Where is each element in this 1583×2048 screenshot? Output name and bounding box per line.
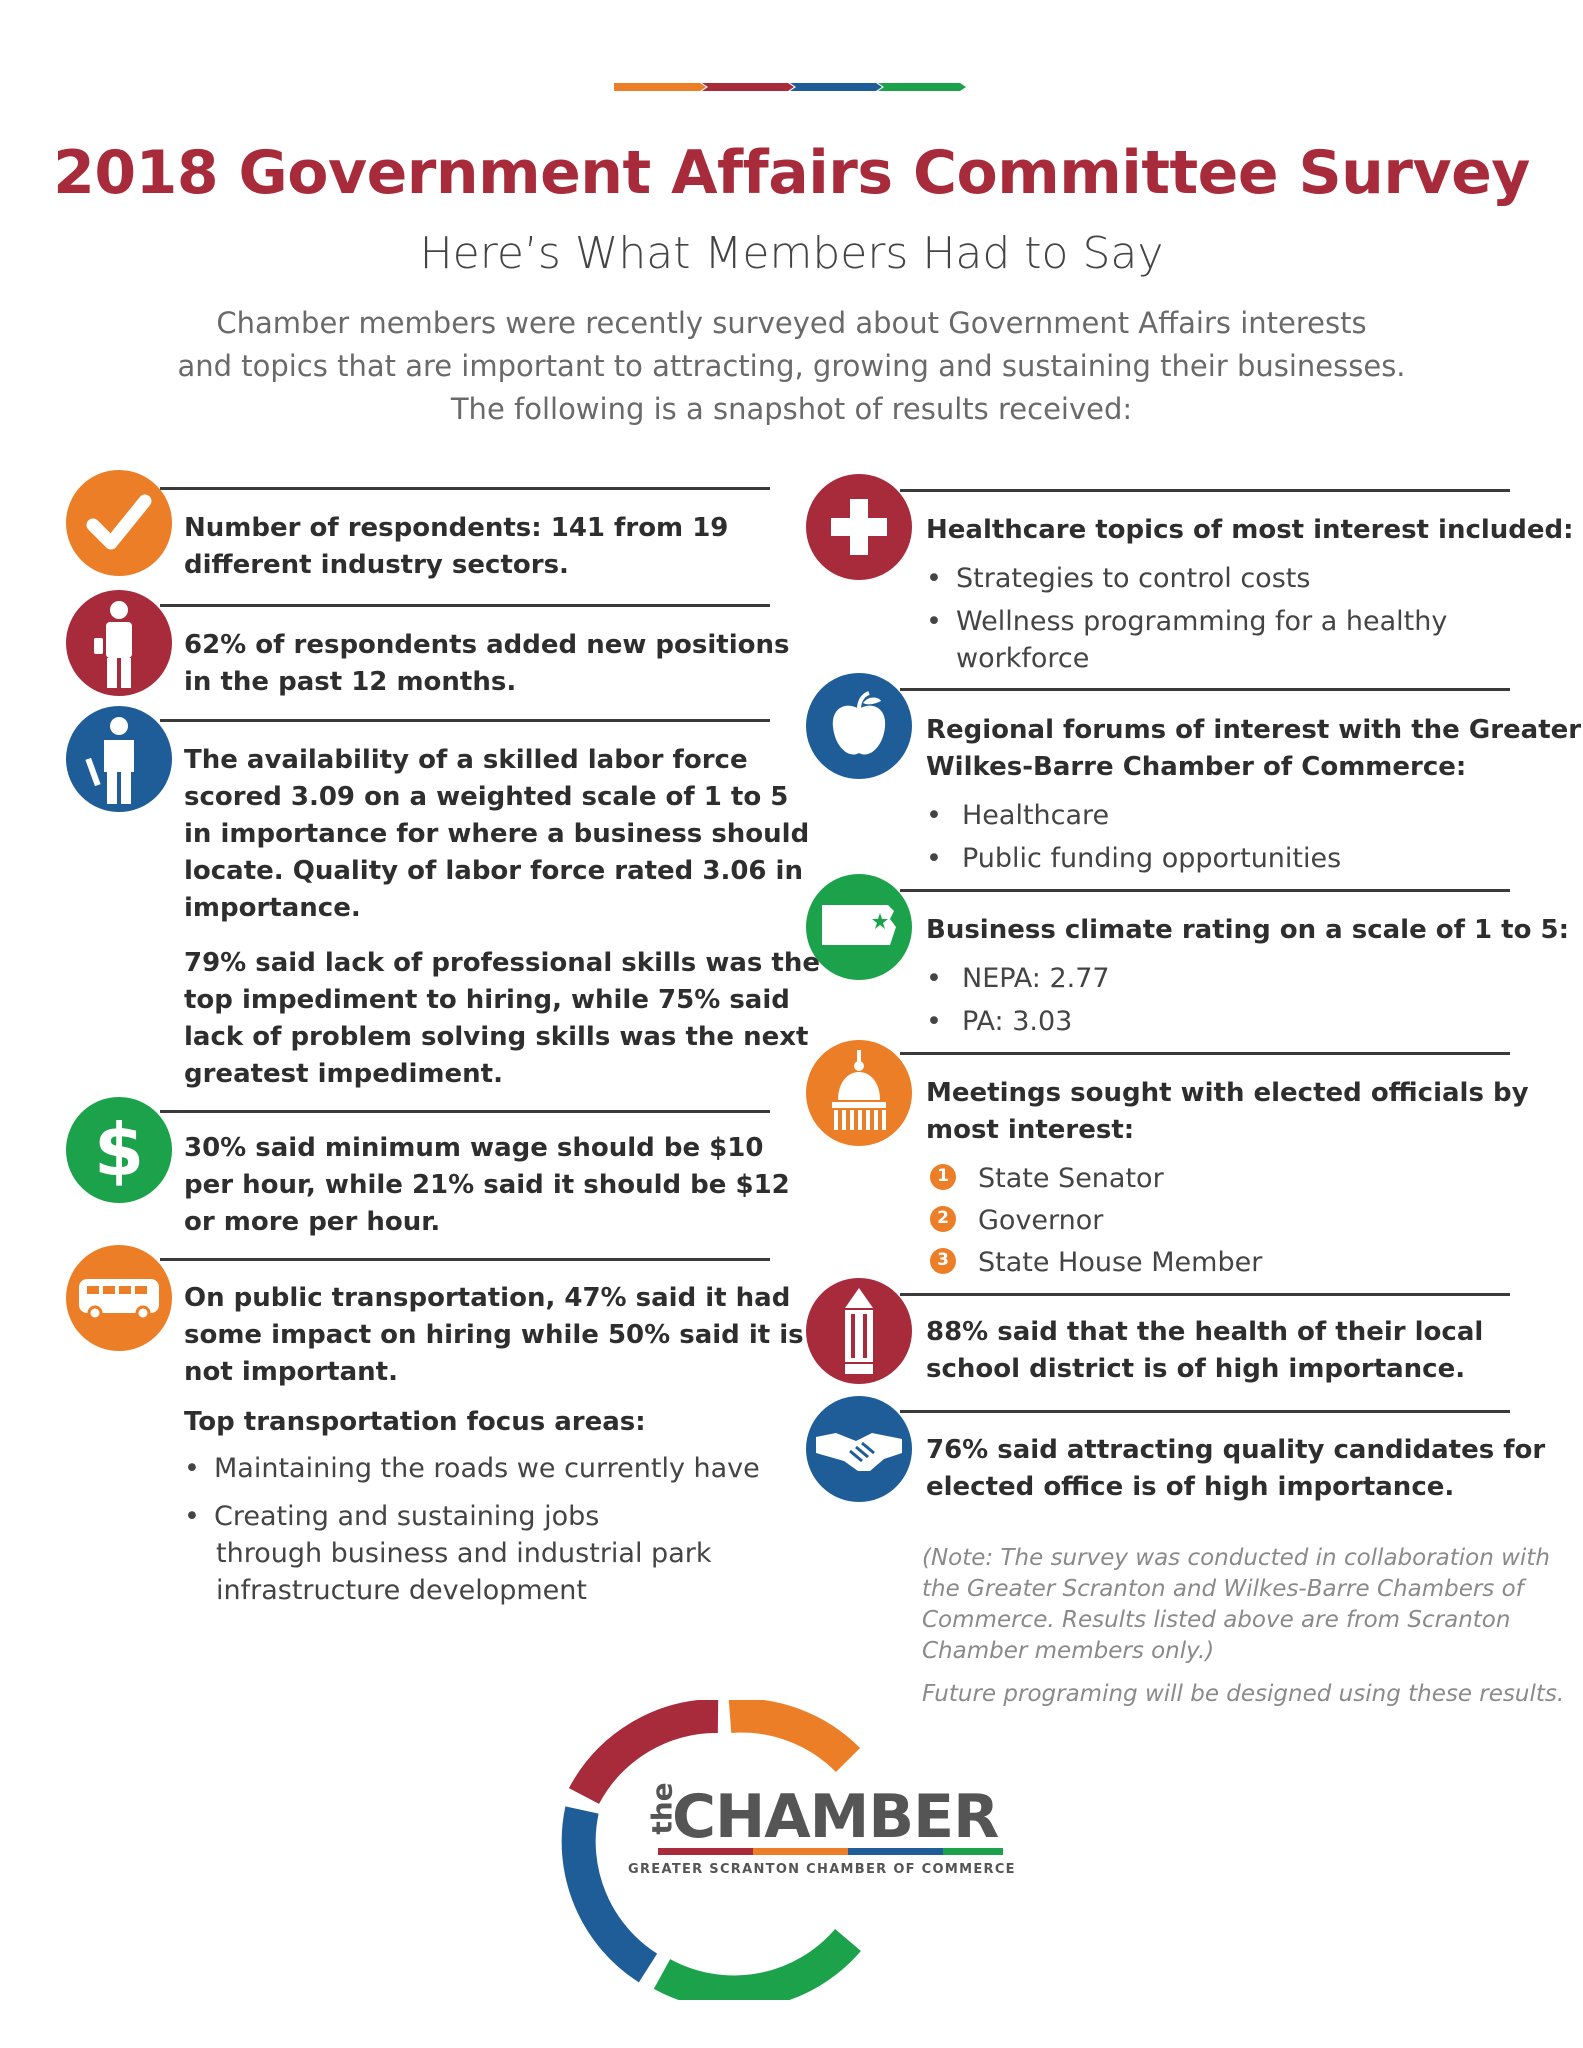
public-transportation-stat: On public transportation, 47% said it had some impact on hiring while 50% said it is not important. <box>184 1283 804 1387</box>
chamber-logo <box>558 1700 1028 2000</box>
divider <box>900 889 1510 892</box>
logo-tagline: GREATER SCRANTON CHAMBER OF COMMERCE <box>628 1862 1016 1877</box>
list-item: • NEPA: 2.77 <box>926 960 1110 997</box>
healthcare-heading: Healthcare topics of most interest included: <box>926 515 1574 545</box>
meetings-ranked-list <box>930 1160 1262 1281</box>
divider <box>160 604 770 607</box>
logo-the: the <box>645 1782 679 1835</box>
list-item: • Maintaining the roads we currently have <box>184 1450 760 1487</box>
list-item: • Wellness programming for a healthy <box>926 603 1447 640</box>
list-item: • Public funding opportunities <box>926 840 1341 877</box>
divider <box>900 1410 1510 1413</box>
healthcare-list <box>926 560 1447 677</box>
list-item: • Creating and sustaining jobs <box>184 1498 760 1535</box>
meetings-heading: Meetings sought with elected officials by most interest: <box>926 1078 1529 1145</box>
list-item: • Strategies to control costs <box>926 560 1447 597</box>
bus-icon <box>66 1245 172 1351</box>
dollar-icon: $ <box>66 1097 172 1203</box>
divider <box>900 1293 1510 1296</box>
regional-forums-list <box>926 797 1341 877</box>
divider <box>900 489 1510 492</box>
intro-line: Chamber members were recently surveyed about Government Affairs interests <box>216 306 1367 340</box>
new-positions-stat: 62% of respondents added new positions in the past 12 months. <box>184 630 790 697</box>
school-district-stat: 88% said that the health of their local school district is of high importance. <box>926 1317 1484 1384</box>
pennsylvania-map-icon <box>806 874 912 980</box>
divider <box>900 1052 1510 1055</box>
medical-cross-icon <box>806 474 912 580</box>
checkmark-icon <box>66 470 172 576</box>
regional-forums-heading: Regional forums of interest with the Greater Wilkes-Barre Chamber of Commerce: <box>926 715 1582 782</box>
rank-badge: 1 <box>930 1164 956 1190</box>
ranked-item: 1 State Senator <box>930 1160 1262 1197</box>
transportation-focus-list <box>184 1450 760 1609</box>
handshake-icon <box>806 1396 912 1502</box>
list-item-continued: infrastructure development <box>216 1575 587 1606</box>
ranked-item: 3 State House Member <box>930 1244 1262 1281</box>
candidates-stat: 76% said attracting quality candidates for elected office is of high importance. <box>926 1435 1546 1502</box>
logo-name: CHAMBER <box>672 1782 999 1852</box>
list-item: • Healthcare <box>926 797 1341 834</box>
divider <box>160 1258 770 1261</box>
page-title: 2018 Government Affairs Committee Survey <box>53 138 1530 208</box>
labor-force-stat: The availability of a skilled labor force scored 3.09 on a weighted scale of 1 to 5 in importance for where a business should locate. Quality of labor force rated 3.06 in importance. <box>184 745 810 923</box>
worker-icon <box>66 590 172 696</box>
intro-paragraph <box>110 302 1473 431</box>
list-item: • PA: 3.03 <box>926 1003 1110 1040</box>
intro-line: The following is a snapshot of results received: <box>450 392 1133 426</box>
transportation-focus-heading: Top transportation focus areas: <box>184 1407 646 1437</box>
color-arrow-bar <box>614 81 966 93</box>
list-item-continued: workforce <box>956 643 1090 674</box>
rank-badge: 2 <box>930 1206 956 1232</box>
divider <box>160 1110 770 1113</box>
ranked-item: 2 Governor <box>930 1202 1262 1239</box>
rank-badge: 3 <box>930 1248 956 1274</box>
pencil-icon <box>806 1278 912 1384</box>
impediment-stat: 79% said lack of professional skills was the top impediment to hiring, while 75% said lack of problem solving skills was the next greatest impediment. <box>184 948 820 1089</box>
list-item-continued: through business and industrial park <box>216 1538 712 1569</box>
capitol-dome-icon <box>806 1040 912 1146</box>
divider <box>160 487 770 490</box>
divider <box>160 719 770 722</box>
divider <box>900 688 1510 691</box>
apple-icon <box>806 673 912 779</box>
page-subtitle: Here’s What Members Had to Say <box>419 228 1164 279</box>
survey-note: (Note: The survey was conducted in collaboration with the Greater Scranton and Wilkes-Barre Chambers of Commerce. Results listed above are from Scranton Chamber members only.) Future programing will be designed using these results. <box>922 1545 1565 1707</box>
business-climate-heading: Business climate rating on a scale of 1 to 5: <box>926 915 1569 945</box>
business-climate-list <box>926 960 1110 1040</box>
laborer-icon <box>66 706 172 812</box>
intro-line: and topics that are important to attracting, growing and sustaining their businesses. <box>177 349 1406 383</box>
respondents-stat: Number of respondents: 141 from 19 different industry sectors. <box>184 513 729 580</box>
minimum-wage-stat: 30% said minimum wage should be $10 per hour, while 21% said it should be $12 or more per hour. <box>184 1133 790 1237</box>
